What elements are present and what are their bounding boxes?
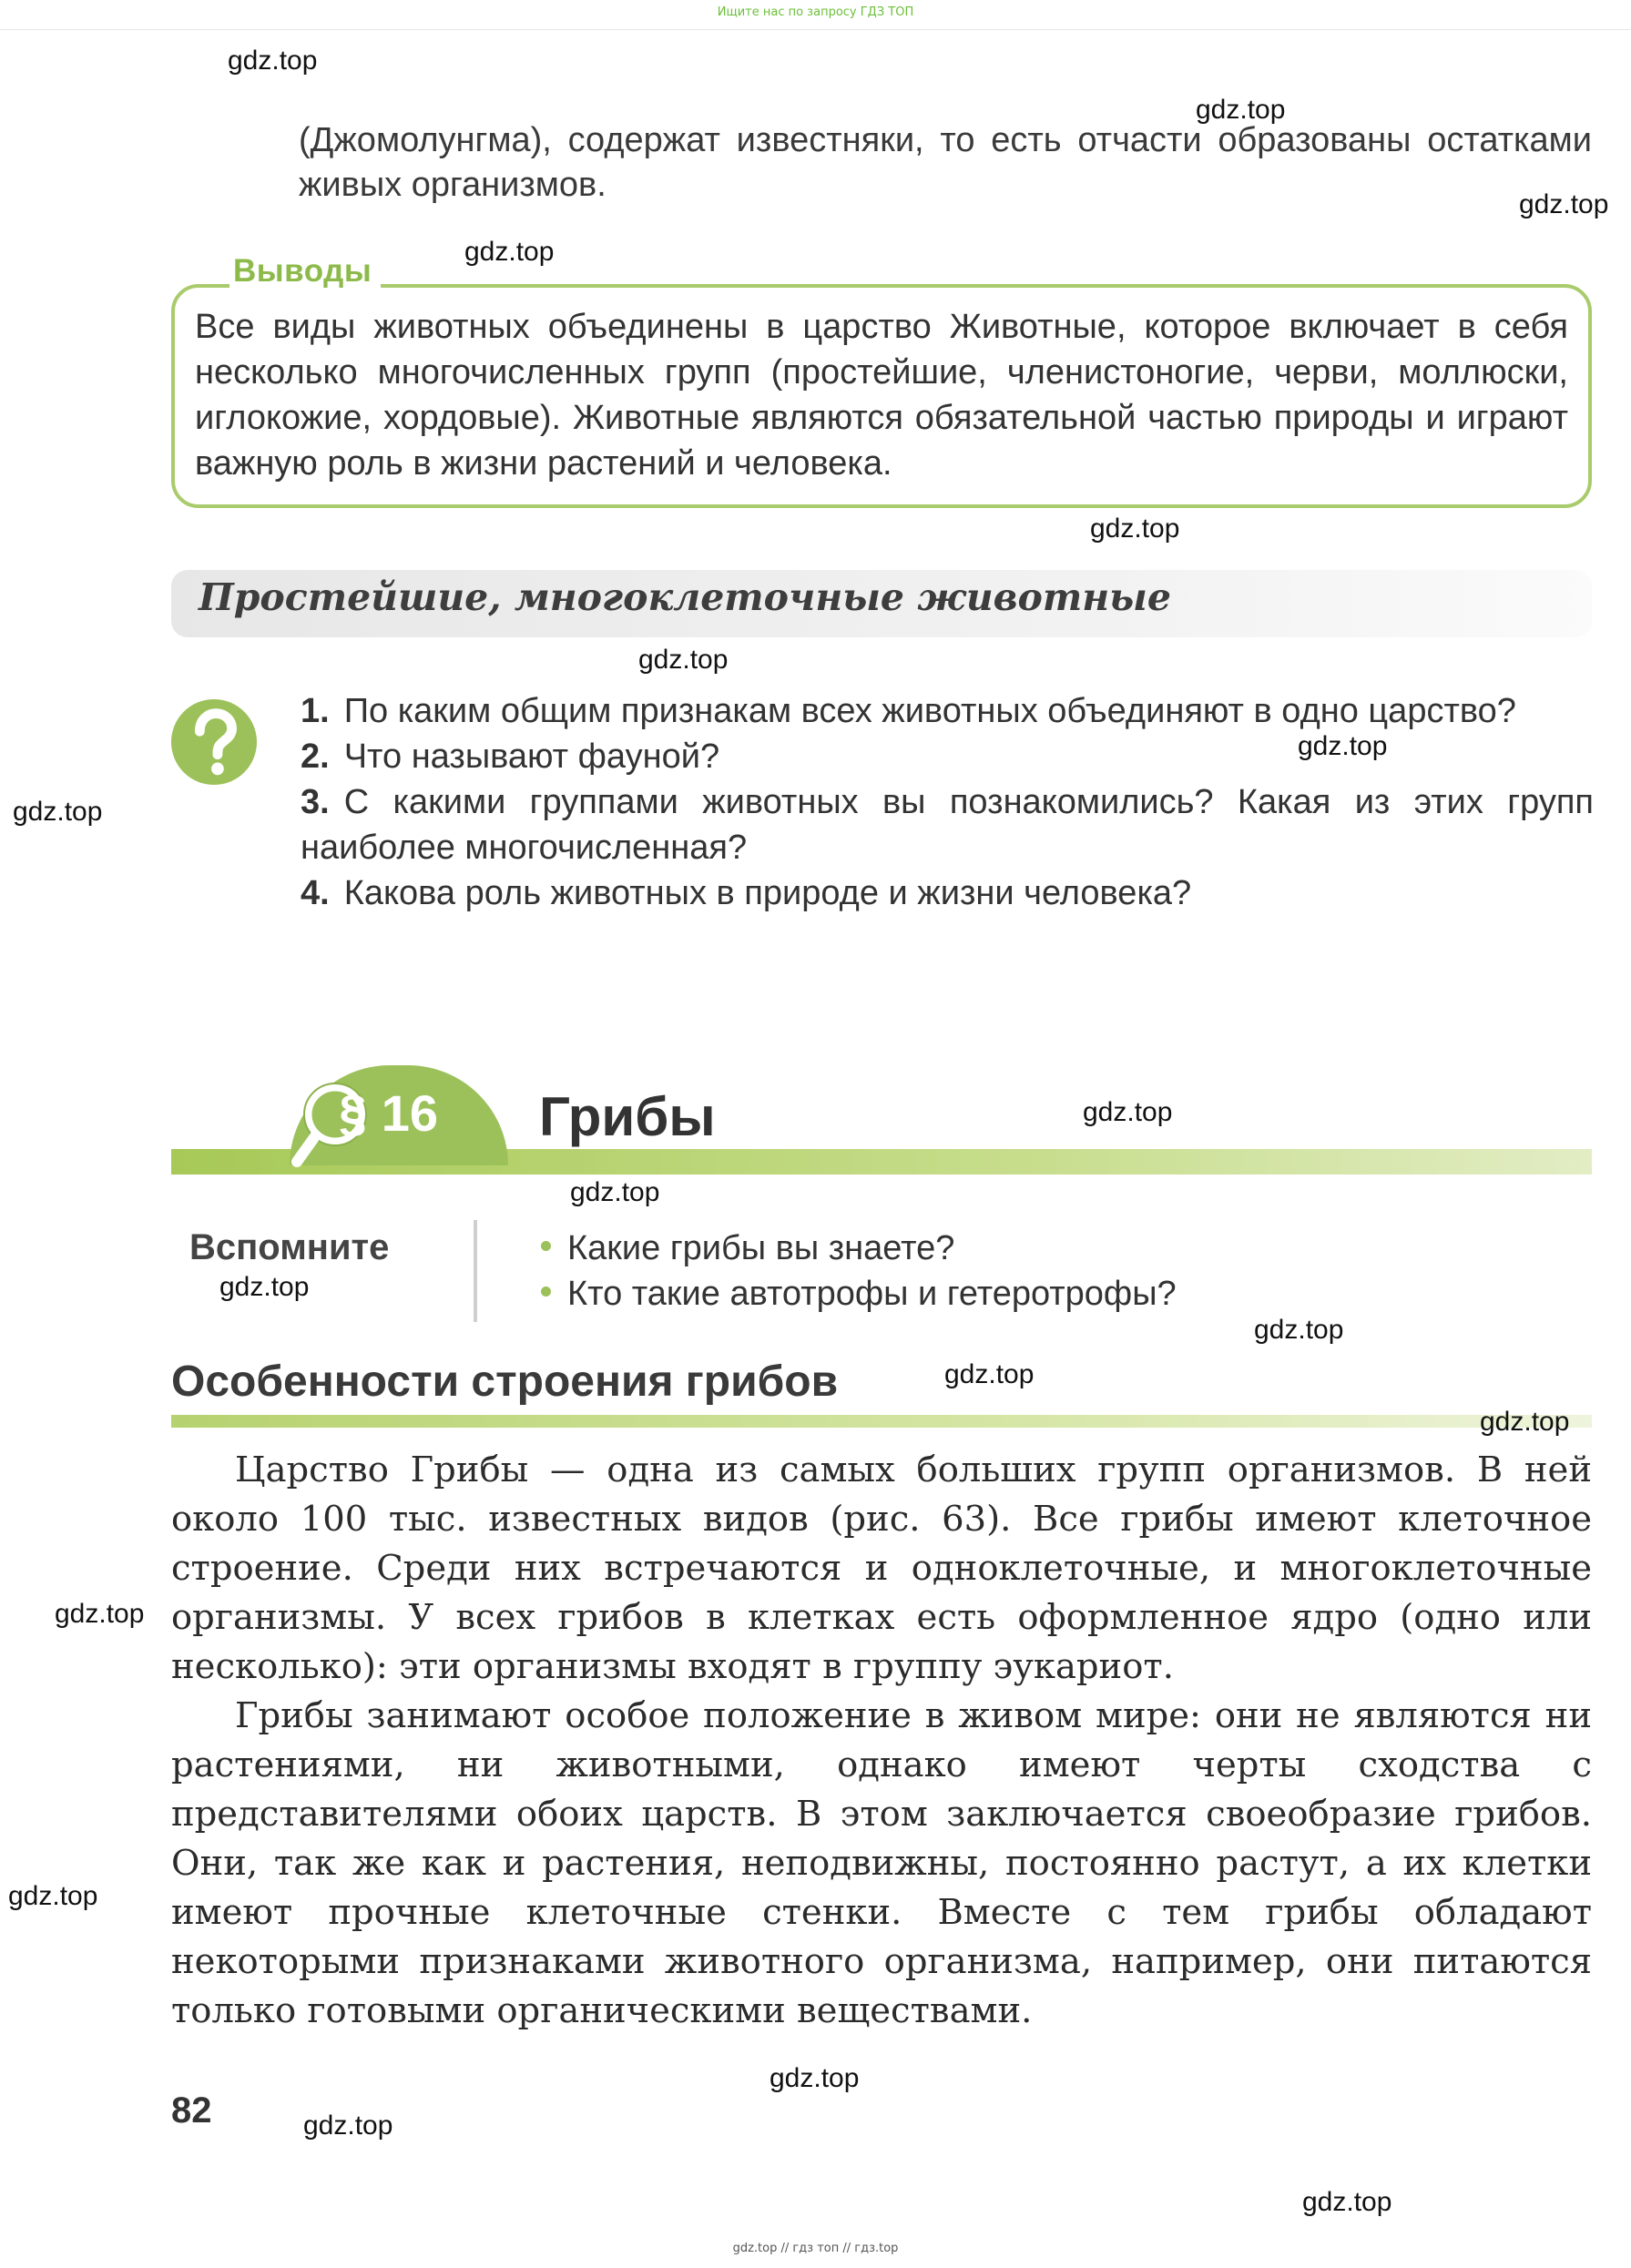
recall-item (541, 1226, 1177, 1271)
watermark: gdz.top (1519, 189, 1609, 219)
recall-item-text: Кто такие автотрофы и гетеротрофы? (567, 1275, 1177, 1313)
watermark: gdz.top (464, 237, 555, 267)
intro-paragraph: (Джомолунгма), содержат известняки, то есть отчасти образованы остатками живых организмов. (299, 121, 1592, 204)
question-number: 4. (301, 874, 330, 912)
question-item (301, 734, 1594, 779)
watermark: gdz.top (1302, 2187, 1392, 2217)
section-title: Простейшие, многоклеточные животные (199, 575, 1171, 619)
watermark: gdz.top (228, 46, 318, 76)
recall-item (541, 1271, 1177, 1317)
paragraph-number: § 16 (339, 1084, 438, 1142)
body-paragraph: Царство Грибы — одна из самых больших групп организмов. В ней около 100 тыс. известных видов (рис. 63). Все грибы имеют клеточное строение. Среди них встречаются и одноклеточные, и многоклеточные организмы. У всех грибов в клетках есть оформленное ядро (одно или несколько): эти организмы входят в группу эукариот. (171, 1449, 1592, 1687)
conclusions-text: Все виды животных объединены в царство Животные, которое включает в себя несколько многочисленных групп (простейшие, членистоногие, черви, моллюски, иглокожие, хордовые). Животные являются обязательной частью природы и играют важную роль в жизни растений и человека. (195, 308, 1568, 483)
conclusions-label: Выводы (229, 253, 381, 290)
watermark: gdz.top (55, 1599, 145, 1629)
question-item (301, 688, 1594, 734)
question-item (301, 870, 1594, 916)
questions-list (301, 688, 1594, 916)
bullet-icon (541, 1287, 551, 1297)
question-text: Что называют фауной? (343, 737, 720, 776)
question-number: 2. (301, 737, 330, 776)
recall-item-text: Какие грибы вы знаете? (567, 1229, 955, 1267)
question-text: Какова роль животных в природе и жизни человека? (343, 874, 1192, 912)
question-number: 1. (301, 692, 330, 730)
watermark: gdz.top (570, 1177, 660, 1207)
watermark: gdz.top (638, 645, 729, 675)
watermark: gdz.top (8, 1881, 98, 1911)
top-divider (0, 29, 1631, 30)
recall-list (541, 1226, 1177, 1317)
subheading: Особенности строения грибов (171, 1358, 839, 1406)
watermark: gdz.top (1254, 1315, 1344, 1345)
watermark: gdz.top (944, 1359, 1035, 1389)
watermark: gdz.top (219, 1272, 310, 1302)
watermark: gdz.top (13, 797, 103, 827)
top-banner: Ищите нас по запросу ГДЗ ТОП (717, 5, 914, 19)
watermark: gdz.top (1090, 514, 1180, 544)
question-mark-icon (169, 697, 259, 787)
bullet-icon (541, 1241, 551, 1251)
bottom-banner: gdz.top // гдз топ // гдз.top (732, 2242, 899, 2255)
recall-label: Вспомните (189, 1227, 390, 1267)
watermark: gdz.top (1083, 1097, 1173, 1127)
recall-divider (474, 1220, 477, 1322)
question-text: С какими группами животных вы познакомились? Какая из этих групп наиболее многочисленная? (301, 783, 1594, 867)
watermark: gdz.top (1196, 95, 1286, 125)
body-paragraph: Грибы занимают особое положение в живом мире: они не являются ни растениями, ни животными, однако имеют черты сходства с представителями обоих царств. В этом заключается своеобразие грибов. Они, так же как и растения, неподвижны, постоянно растут, а их клетки имеют прочные клеточные стенки. Вместе с тем грибы обладают некоторыми признаками животного организма, например, они питаются только готовыми органическими веществами. (171, 1695, 1592, 2031)
question-item (301, 779, 1594, 870)
page-number: 82 (171, 2090, 212, 2131)
question-number: 3. (301, 783, 330, 821)
watermark: gdz.top (1298, 731, 1388, 761)
subheading-underline (171, 1415, 1592, 1428)
question-text: По каким общим признакам всех животных объединяют в одно царство? (343, 692, 1516, 730)
watermark: gdz.top (1480, 1407, 1570, 1437)
watermark: gdz.top (303, 2110, 393, 2141)
chapter-title: Грибы (539, 1086, 716, 1147)
watermark: gdz.top (770, 2063, 860, 2093)
